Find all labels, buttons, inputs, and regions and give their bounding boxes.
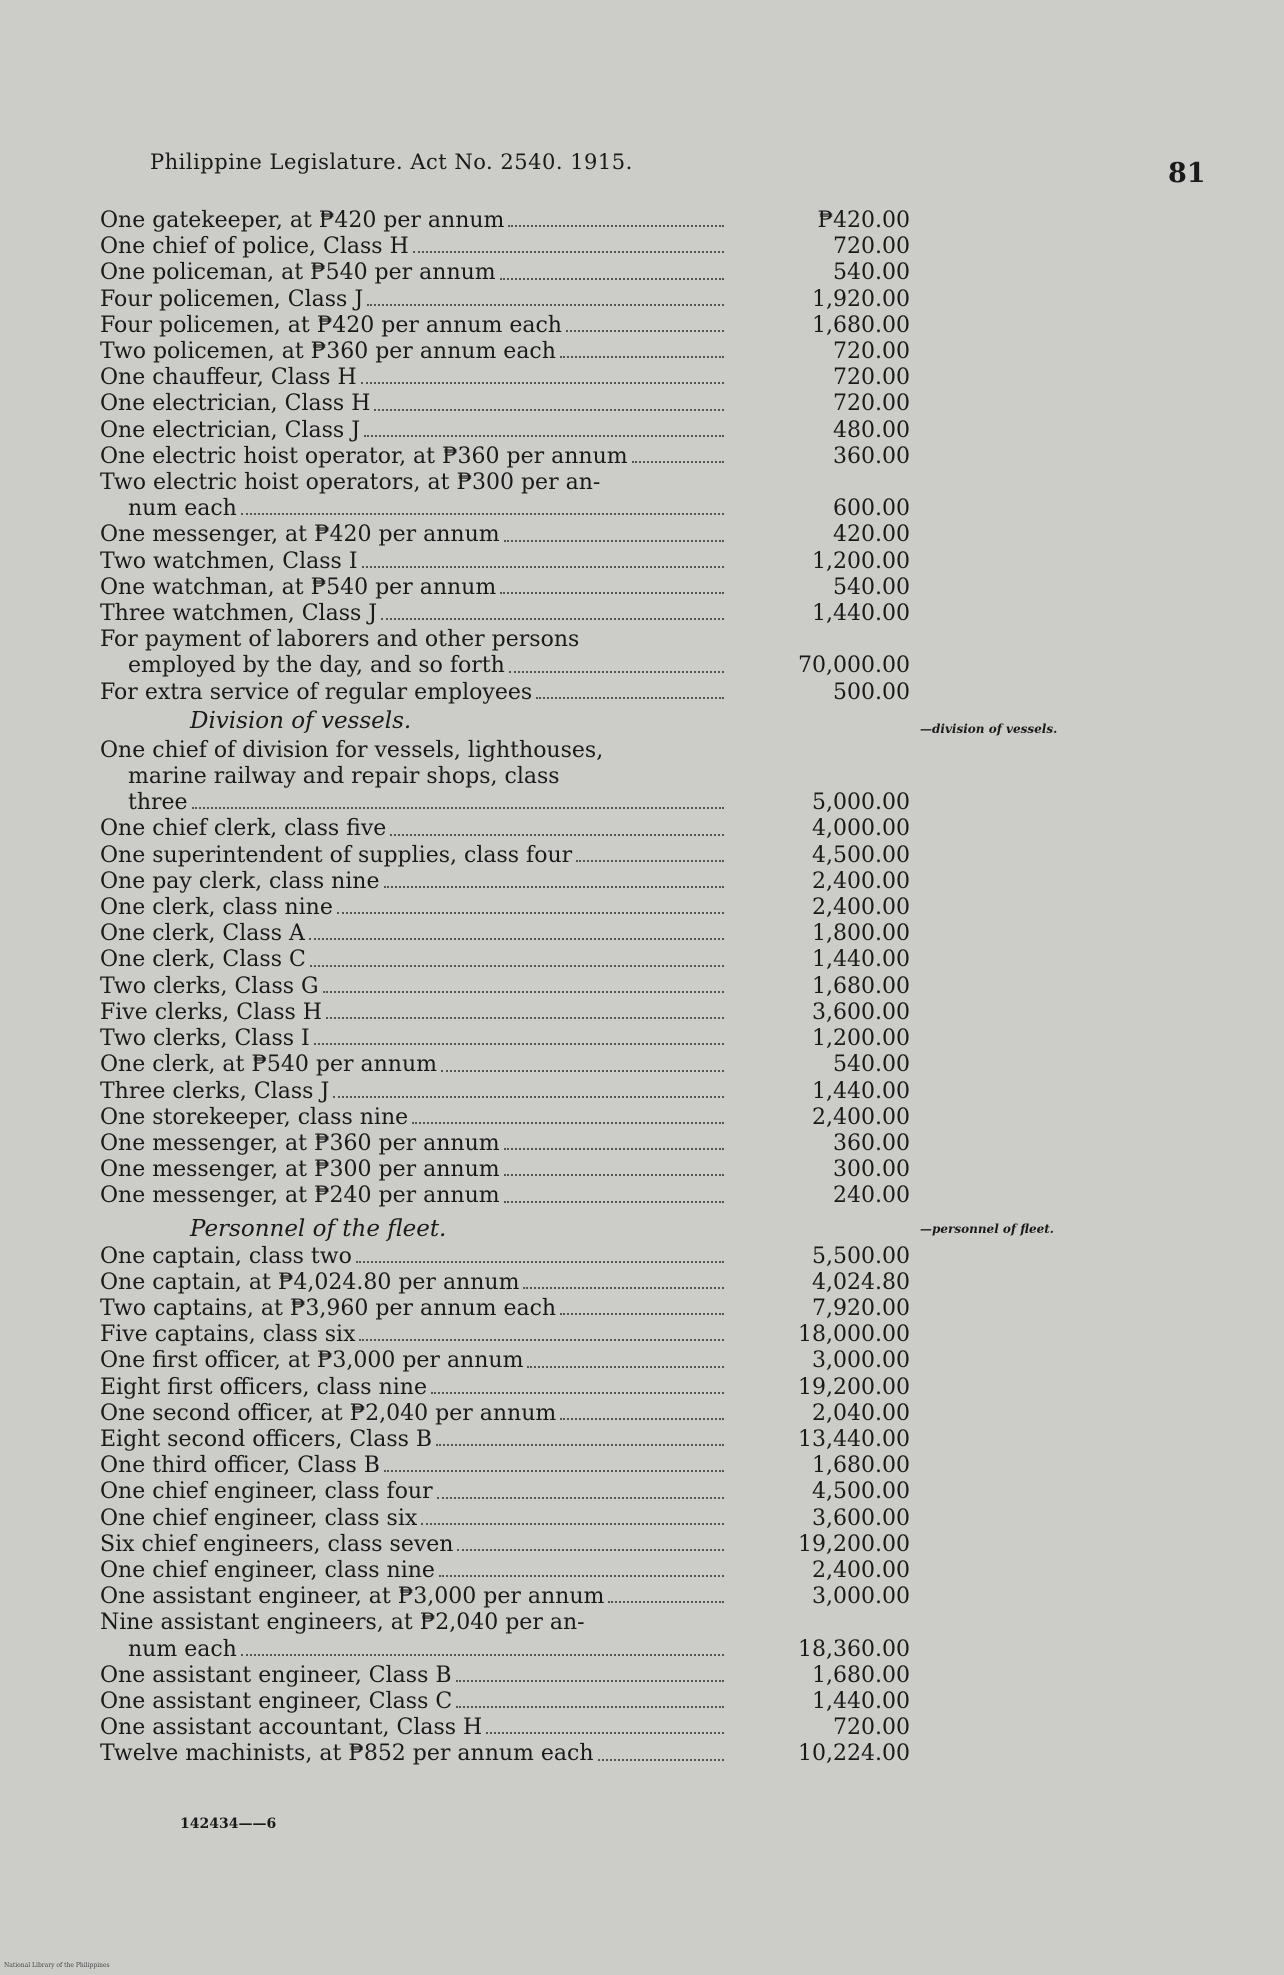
item-description: One assistant engineer, Class B — [100, 1662, 452, 1688]
amount: 720.00 — [833, 365, 910, 391]
item-description: One chief engineer, class four — [100, 1479, 433, 1505]
list-item — [100, 339, 920, 365]
list-item — [100, 365, 920, 391]
list-item — [100, 1026, 920, 1052]
list-item — [100, 1715, 920, 1741]
item-description: Two captains, at ₱3,960 per annum each — [100, 1295, 557, 1321]
entries-watchmen — [100, 522, 920, 627]
amount: 240.00 — [833, 1183, 910, 1209]
item-description: Two policemen, at ₱360 per annum each — [100, 339, 556, 365]
entry-hoist-operators: Two electric hoist operators, at ₱300 per an- num each 600.00 — [100, 470, 910, 522]
amount: 1,680.00 — [812, 1453, 910, 1479]
section-heading: Personnel of the fleet. — [190, 1215, 447, 1242]
amount: 18,360.00 — [798, 1636, 910, 1662]
list-item — [100, 1105, 920, 1131]
amount: 4,000.00 — [812, 816, 910, 842]
item-description: One chauffeur, Class H — [100, 365, 357, 391]
item-description: One gatekeeper, at ₱420 per annum — [100, 208, 505, 233]
item-description: One electrician, Class J — [100, 417, 361, 443]
entry-chief-of-division: One chief of division for vessels, lighthouses, marine railway and repair shops, class three 5,000.00 — [100, 737, 910, 816]
list-item — [100, 1375, 920, 1401]
list-item — [100, 974, 920, 1000]
list-item — [100, 208, 920, 234]
amount: 1,440.00 — [812, 947, 910, 973]
item-description: Five clerks, Class H — [100, 999, 322, 1025]
list-item — [100, 1157, 920, 1183]
amount: 720.00 — [833, 234, 910, 260]
item-description: One electrician, Class H — [100, 391, 371, 417]
item-description: One assistant accountant, Class H — [100, 1715, 483, 1741]
item-description: One second officer, at ₱2,040 per annum — [100, 1400, 557, 1426]
item-description: Two clerks, Class G — [100, 973, 319, 999]
amount: 19,200.00 — [798, 1374, 910, 1400]
amount: 1,200.00 — [812, 1026, 910, 1052]
amount: 360.00 — [833, 443, 910, 469]
list-item — [100, 313, 920, 339]
amount: 540.00 — [833, 1052, 910, 1078]
item-description: One messenger, at ₱420 per annum — [100, 522, 500, 548]
item-description: One chief of police, Class H — [100, 234, 409, 260]
item-description: One messenger, at ₱300 per annum — [100, 1157, 500, 1183]
entry-assistant-engineers: Nine assistant engineers, at ₱2,040 per an- num each 18,360.00 — [100, 1610, 910, 1662]
list-item — [100, 549, 920, 575]
entries-fleet-officers — [100, 1244, 920, 1611]
amount: 480.00 — [833, 417, 910, 443]
entry-extra-service: For extra service of regular employees 500.00 — [100, 679, 910, 705]
list-item — [100, 260, 920, 286]
list-item — [100, 1348, 920, 1374]
item-description: One first officer, at ₱3,000 per annum — [100, 1348, 524, 1374]
amount: 720.00 — [833, 339, 910, 365]
item-description: Five captains, class six — [100, 1322, 356, 1348]
amount: 1,680.00 — [812, 1662, 910, 1688]
amount: 1,920.00 — [812, 286, 910, 312]
amount: 300.00 — [833, 1157, 910, 1183]
amount: 3,600.00 — [812, 1505, 910, 1531]
entries-general — [100, 208, 920, 470]
item-description: Three clerks, Class J — [100, 1078, 330, 1104]
amount: 1,440.00 — [812, 1078, 910, 1104]
list-item — [100, 418, 920, 444]
item-description: One messenger, at ₱360 per annum — [100, 1130, 500, 1156]
item-description: One clerk, Class A — [100, 921, 305, 947]
list-item — [100, 1741, 920, 1767]
item-description: One captain, class two — [100, 1243, 352, 1269]
amount: 70,000.00 — [798, 653, 910, 679]
list-item — [100, 1000, 920, 1026]
list-item — [100, 921, 920, 947]
amount: 3,000.00 — [812, 1348, 910, 1374]
margin-note: —division of vessels. — [920, 721, 1058, 736]
running-header: Philippine Legislature. Act No. 2540. 1915. — [150, 150, 633, 174]
item-description: One pay clerk, class nine — [100, 868, 380, 894]
amount: 720.00 — [833, 391, 910, 417]
amount: 540.00 — [833, 260, 910, 286]
amount: 3,000.00 — [812, 1584, 910, 1610]
item-description: One chief clerk, class five — [100, 816, 387, 842]
list-item — [100, 947, 920, 973]
item-description: Eight first officers, class nine — [100, 1374, 427, 1400]
amount: 3,600.00 — [812, 999, 910, 1025]
amount: 19,200.00 — [798, 1531, 910, 1557]
appropriation-list — [100, 208, 1058, 1768]
amount: 500.00 — [833, 679, 910, 705]
list-item — [100, 1079, 920, 1105]
item-description: One superintendent of supplies, class four — [100, 842, 573, 868]
item-description: One clerk, at ₱540 per annum — [100, 1052, 437, 1078]
list-item — [100, 1322, 920, 1348]
item-description: One third officer, Class B — [100, 1453, 380, 1479]
list-item — [100, 1479, 920, 1505]
amount: 360.00 — [833, 1130, 910, 1156]
list-item — [100, 1453, 920, 1479]
item-description: One policeman, at ₱540 per annum — [100, 260, 496, 286]
list-item — [100, 843, 920, 869]
item-description: Four policemen, Class J — [100, 286, 364, 312]
entries-engineers-misc — [100, 1663, 920, 1768]
printer-signature: 142434——6 — [180, 1816, 277, 1832]
item-description: One captain, at ₱4,024.80 per annum — [100, 1269, 520, 1295]
amount: 1,800.00 — [812, 921, 910, 947]
list-item — [100, 601, 920, 627]
item-description: Three watchmen, Class J — [100, 601, 378, 627]
amount: 18,000.00 — [798, 1322, 910, 1348]
item-description: Six chief engineers, class seven — [100, 1531, 454, 1557]
amount: 5,000.00 — [812, 790, 910, 816]
list-item — [100, 1506, 920, 1532]
page-number: 81 — [1168, 158, 1206, 189]
amount: 1,680.00 — [812, 312, 910, 338]
item-description: Two clerks, Class I — [100, 1026, 310, 1052]
item-description: Two watchmen, Class I — [100, 548, 358, 574]
amount: 420.00 — [833, 522, 910, 548]
amount: 4,500.00 — [812, 842, 910, 868]
section-personnel-of-fleet — [100, 1214, 1054, 1244]
list-item — [100, 391, 920, 417]
amount: 2,400.00 — [812, 1557, 910, 1583]
list-item — [100, 1689, 920, 1715]
list-item — [100, 1052, 920, 1078]
amount: 5,500.00 — [812, 1243, 910, 1269]
amount: ₱420.00 — [817, 208, 910, 233]
item-description: One electric hoist operator, at ₱360 per annum — [100, 443, 628, 469]
item-description: Twelve machinists, at ₱852 per annum each — [100, 1741, 594, 1767]
list-item — [100, 895, 920, 921]
list-item — [100, 869, 920, 895]
amount: 1,200.00 — [812, 548, 910, 574]
item-description: One chief engineer, class six — [100, 1505, 418, 1531]
amount: 1,440.00 — [812, 601, 910, 627]
amount: 10,224.00 — [798, 1741, 910, 1767]
entries-vessel-staff — [100, 816, 920, 1209]
list-item — [100, 1401, 920, 1427]
section-heading: Division of vessels. — [190, 707, 412, 734]
amount: 13,440.00 — [798, 1426, 910, 1452]
amount: 2,040.00 — [812, 1400, 910, 1426]
entry-laborers: For payment of laborers and other persons employed by the day, and so forth 70,000.00 — [100, 627, 910, 679]
item-description: One assistant engineer, Class C — [100, 1688, 453, 1714]
list-item — [100, 816, 920, 842]
list-item — [100, 234, 920, 260]
item-description: One storekeeper, class nine — [100, 1104, 409, 1130]
list-item — [100, 1427, 920, 1453]
item-description: One chief engineer, class nine — [100, 1557, 435, 1583]
list-item — [100, 1532, 920, 1558]
list-item — [100, 1183, 920, 1209]
item-description: One messenger, at ₱240 per annum — [100, 1183, 500, 1209]
item-description: Four policemen, at ₱420 per annum each — [100, 312, 562, 338]
amount: 540.00 — [833, 574, 910, 600]
amount: 2,400.00 — [812, 895, 910, 921]
item-description: Eight second officers, Class B — [100, 1426, 433, 1452]
list-item — [100, 1270, 920, 1296]
margin-note: —personnel of fleet. — [920, 1221, 1054, 1236]
list-item — [100, 522, 920, 548]
list-item — [100, 1244, 920, 1270]
list-item — [100, 287, 920, 313]
list-item — [100, 1584, 920, 1610]
amount: 7,920.00 — [812, 1295, 910, 1321]
list-item — [100, 1558, 920, 1584]
library-stamp: National Library of the Philippines — [4, 1962, 110, 1969]
amount: 4,024.80 — [812, 1269, 910, 1295]
item-description: One clerk, class nine — [100, 895, 333, 921]
amount: 720.00 — [833, 1715, 910, 1741]
item-description: One clerk, Class C — [100, 947, 306, 973]
amount: 2,400.00 — [812, 868, 910, 894]
amount: 4,500.00 — [812, 1479, 910, 1505]
amount: 1,440.00 — [812, 1688, 910, 1714]
section-division-of-vessels — [100, 706, 1058, 736]
list-item — [100, 1131, 920, 1157]
amount: 1,680.00 — [812, 973, 910, 999]
amount: 600.00 — [833, 496, 910, 522]
list-item — [100, 444, 920, 470]
list-item — [100, 1663, 920, 1689]
list-item — [100, 575, 920, 601]
list-item — [100, 1296, 920, 1322]
item-description: One watchman, at ₱540 per annum — [100, 574, 497, 600]
item-description: One assistant engineer, at ₱3,000 per annum — [100, 1584, 605, 1610]
amount: 2,400.00 — [812, 1104, 910, 1130]
